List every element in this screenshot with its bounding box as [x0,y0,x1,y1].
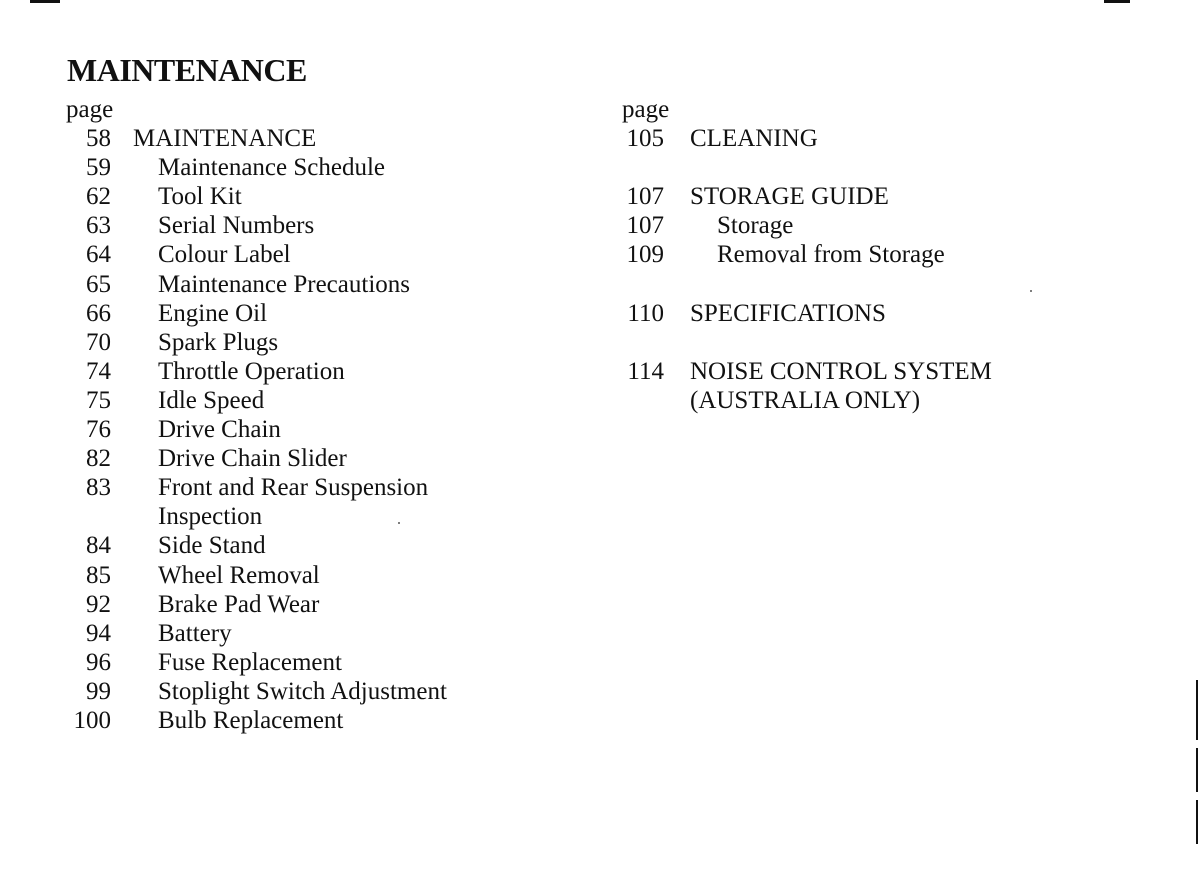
toc-item-title: Battery [158,619,232,647]
edge-mark-right [1196,748,1198,792]
page-column-header: page [622,96,670,123]
page-column-header: page [66,96,114,123]
toc-item-title: Fuse Replacement [158,648,342,676]
toc-page-number: 62 [86,183,111,211]
toc-page-number: 74 [86,357,111,385]
toc-item-title: Wheel Removal [158,561,320,589]
toc-entry [66,590,526,619]
toc-section-title: MAINTENANCE [133,125,317,153]
toc-entry [66,124,526,153]
toc-page-number: 100 [73,706,111,734]
toc-item-title: Maintenance Schedule [158,154,385,182]
toc-page-number: 110 [627,299,664,327]
toc-section-title: SPECIFICATIONS [690,299,886,327]
edge-mark-right [1196,680,1198,740]
toc-entry [66,299,526,328]
toc-item-title: Front and Rear Suspension [158,474,429,502]
toc-entry [66,619,526,648]
toc-entry [66,502,526,531]
toc-item-title: Engine Oil [158,299,268,327]
toc-entry [622,386,1082,415]
toc-page-number: 109 [626,241,664,269]
toc-left-column [66,95,526,735]
toc-entry [66,153,526,182]
toc-item-title: Removal from Storage [717,241,945,269]
toc-page-number: 99 [86,677,111,705]
toc-page-number: 84 [86,532,111,560]
toc-entry [66,240,526,269]
toc-entry [66,648,526,677]
toc-entry [622,182,1082,211]
toc-page-number: 85 [86,561,111,589]
toc-entry [622,299,1082,328]
toc-right-column [622,95,1082,415]
toc-item-title: Tool Kit [158,183,242,211]
toc-entry [66,386,526,415]
toc-page-number: 76 [86,416,111,444]
toc-item-title: Brake Pad Wear [158,590,320,618]
toc-entry [66,561,526,590]
toc-page-number: 114 [627,357,664,385]
toc-item-title: (AUSTRALIA ONLY) [690,386,921,414]
toc-entry [66,473,526,502]
toc-item-title: Storage [717,212,794,240]
toc-entry [66,531,526,560]
toc-entry [66,677,526,706]
toc-entry [622,357,1082,386]
toc-item-title: Stoplight Switch Adjustment [158,677,447,705]
toc-item-title: Spark Plugs [158,328,279,356]
toc-page-number: 92 [86,590,111,618]
toc-section-title: STORAGE GUIDE [690,183,889,211]
toc-item-title: Throttle Operation [158,357,345,385]
toc-entry [66,328,526,357]
toc-entry [66,270,526,299]
toc-page-number: 105 [626,125,664,153]
toc-entry-list [66,124,526,735]
toc-page-number: 75 [86,386,111,414]
page-title: MAINTENANCE [67,52,307,88]
toc-item-title: Side Stand [158,532,266,560]
toc-spacer [622,270,1082,299]
toc-entry [66,211,526,240]
toc-page-number: 64 [86,241,111,269]
toc-entry [622,240,1082,269]
toc-page-number: 63 [86,212,111,240]
toc-item-title: Idle Speed [158,386,265,414]
toc-item-title: Drive Chain [158,416,281,444]
toc-page-number: 65 [86,270,111,298]
toc-spacer [622,328,1082,357]
toc-page-number: 58 [86,125,111,153]
edge-mark-right [1196,800,1198,844]
toc-entry [66,357,526,386]
toc-item-title: Inspection [158,503,263,531]
toc-item-title: Colour Label [158,241,291,269]
toc-item-title: Bulb Replacement [158,706,344,734]
toc-page-number: 96 [86,648,111,676]
toc-item-title: Serial Numbers [158,212,315,240]
toc-page-number: 59 [86,154,111,182]
toc-page-number: 83 [86,474,111,502]
toc-entry [622,124,1082,153]
crop-mark-top-left [30,0,60,3]
toc-entry-list [622,124,1082,415]
toc-page-number: 107 [626,183,664,211]
toc-page-number: 82 [86,445,111,473]
toc-entry [66,182,526,211]
toc-page-number: 94 [86,619,111,647]
toc-item-title: Maintenance Precautions [158,270,410,298]
crop-mark-top-right [1104,0,1130,3]
toc-page-number: 70 [86,328,111,356]
toc-item-title: Drive Chain Slider [158,445,347,473]
toc-entry [622,211,1082,240]
toc-entry [66,415,526,444]
toc-section-title: NOISE CONTROL SYSTEM [690,357,992,385]
toc-spacer [622,153,1082,182]
toc-page-number: 66 [86,299,111,327]
toc-entry [66,444,526,473]
toc-page-number: 107 [626,212,664,240]
toc-entry [66,706,526,735]
toc-section-title: CLEANING [690,125,818,153]
